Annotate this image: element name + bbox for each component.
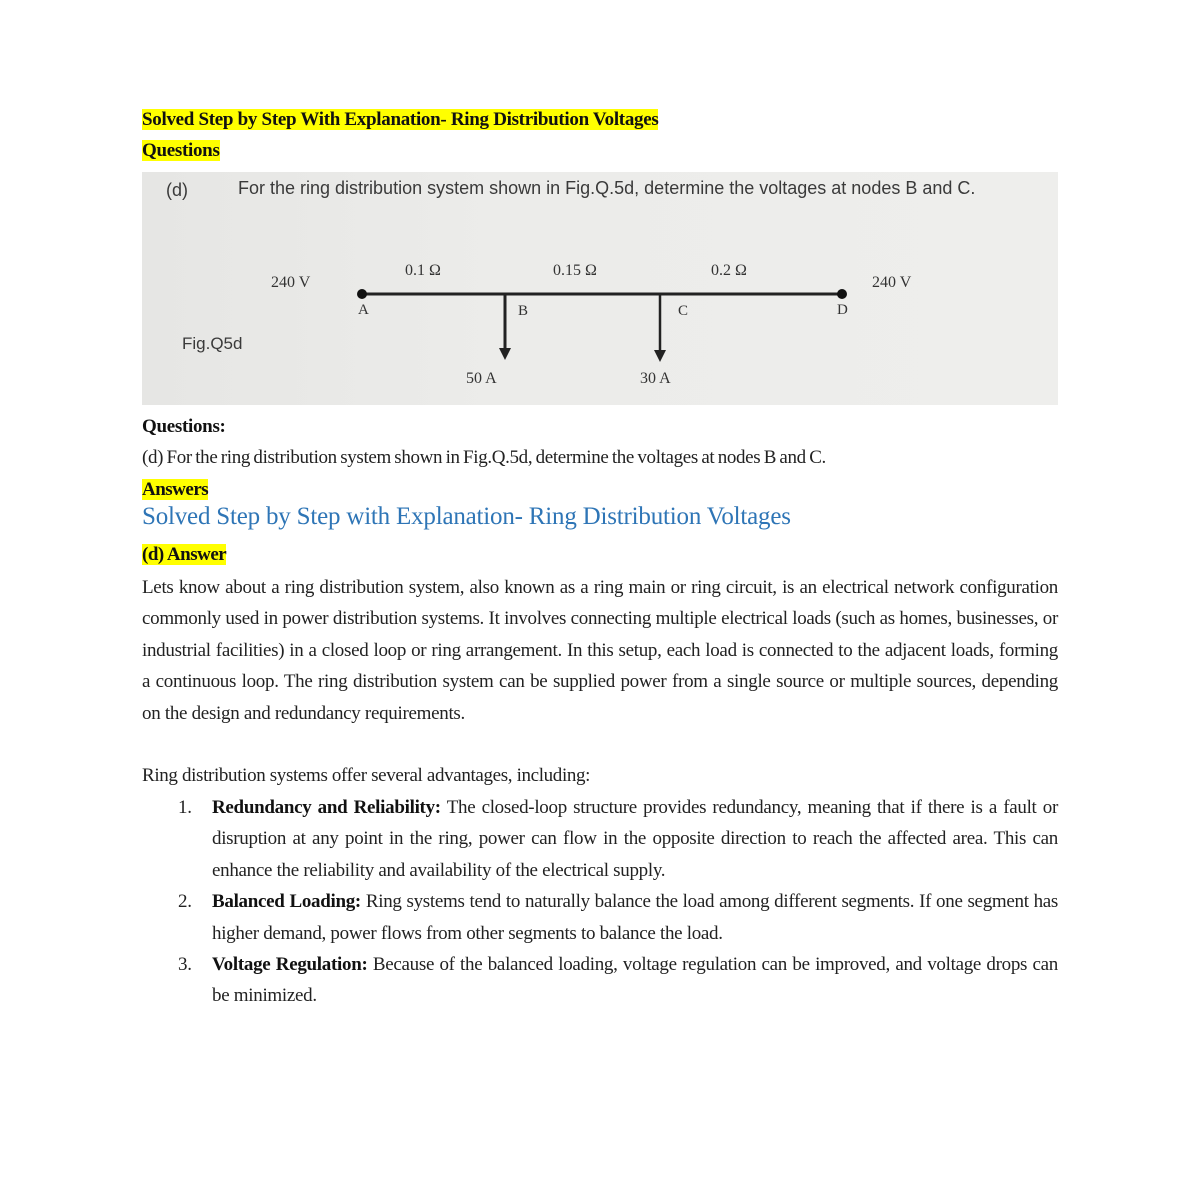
load-c-arrow-icon xyxy=(654,350,666,362)
figure-caption: Fig.Q5d xyxy=(182,334,243,353)
questions-label: Questions: xyxy=(142,416,226,437)
advantages-intro: Ring distribution systems offer several advantages, including: xyxy=(142,765,591,786)
load-b-arrow-icon xyxy=(499,348,511,360)
answers-label: Answers xyxy=(142,479,209,500)
node-d-label: D xyxy=(837,302,848,318)
segment-cd-resistance: 0.2 Ω xyxy=(711,262,747,279)
source-left-voltage: 240 V xyxy=(271,274,311,291)
segment-bc-resistance: 0.15 Ω xyxy=(553,262,597,279)
figure-question-label: (d) xyxy=(166,180,188,200)
figure-question-text: For the ring distribution system shown in Fig.Q.5d, determine the voltages at nodes B and C. xyxy=(238,178,976,198)
advantage-text: The closed-loop structure provides redundancy, meaning that if there is a fault or disruption at any point in the ring, power can flow in the opposite direction to reach the affected area. This can enhance the reliability and availability of the electrical supply. xyxy=(212,797,1058,881)
segment-ab-resistance: 0.1 Ω xyxy=(405,262,441,279)
advantage-title: Balanced Loading: xyxy=(212,891,361,913)
list-item xyxy=(142,886,1058,949)
question-text: (d) For the ring distribution system shown in Fig.Q.5d, determine the voltages at nodes B and C. xyxy=(142,447,826,468)
list-number: 1. xyxy=(178,797,192,818)
list-item xyxy=(142,792,1058,886)
advantage-text: Because of the balanced loading, voltage regulation can be improved, and voltage drops can be minimized. xyxy=(212,954,1058,1007)
node-c-label: C xyxy=(678,303,689,319)
questions-heading: Questions xyxy=(142,140,220,161)
intro-paragraph: Lets know about a ring distribution system, also known as a ring main or ring circuit, is an electrical network configuration commonly used in power distribution systems. It involves connecting multiple electrical loads (such as homes, businesses, or industrial facilities) in a closed loop or ring arrangement. In this setup, each load is connected to the adjacent loads, forming a continuous loop. The ring distribution system can be supplied power from a single source or multiple sources, depending on the design and redundancy requirements. xyxy=(142,577,1058,724)
document-title: Solved Step by Step With Explanation- Ring Distribution Voltages xyxy=(142,109,659,130)
advantage-text: Ring systems tend to naturally balance the load among different segments. If one segment has higher demand, power flows from other segments to balance the load. xyxy=(212,891,1059,944)
advantages-list xyxy=(142,792,1058,1012)
node-a-dot xyxy=(357,289,367,299)
question-figure-image xyxy=(142,172,1058,405)
advantage-title: Voltage Regulation: xyxy=(212,954,368,976)
list-number: 3. xyxy=(178,954,192,976)
list-item xyxy=(142,949,1058,1012)
advantage-title: Redundancy and Reliability: xyxy=(212,797,441,818)
source-right-voltage: 240 V xyxy=(872,274,912,291)
d-answer-label: (d) Answer xyxy=(142,544,227,565)
node-b-label: B xyxy=(518,303,529,319)
load-b-current: 50 A xyxy=(466,370,497,387)
answer-heading: Solved Step by Step with Explanation- Ring Distribution Voltages xyxy=(142,503,791,530)
load-c-current: 30 A xyxy=(640,370,671,387)
list-number: 2. xyxy=(178,891,192,913)
node-d-dot xyxy=(837,289,847,299)
node-a-label: A xyxy=(358,302,369,318)
